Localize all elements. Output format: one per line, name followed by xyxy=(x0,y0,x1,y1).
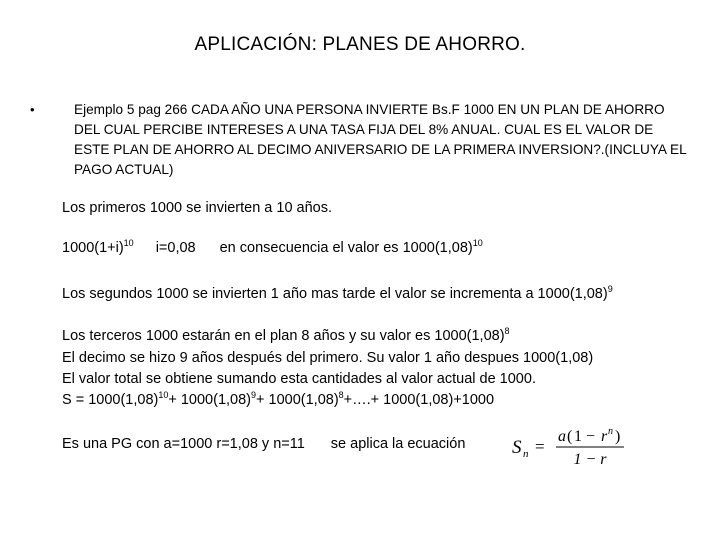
formula-num-a: a xyxy=(558,428,566,445)
slide-title: APLICACIÓN: PLANES DE AHORRO. xyxy=(194,34,526,55)
line-valor-total: El valor total se obtiene sumando esta cantidades al valor actual de 1000. xyxy=(62,371,536,387)
line-primeros: Los primeros 1000 se invierten a 10 años. xyxy=(62,200,333,216)
formula-num-one: 1 xyxy=(574,428,582,445)
rate-value: i=0,08 xyxy=(155,240,196,256)
line-formula-i xyxy=(62,238,483,258)
consequence-text: en consecuencia el valor es 1000(1,08) xyxy=(219,240,473,256)
formula-denominator: 1 − r xyxy=(573,451,607,468)
formula-lhs: S xyxy=(512,437,522,458)
exp-10b: 10 xyxy=(472,238,483,249)
terceros-text: Los terceros 1000 estarán en el plan 8 años y su valor es 1000(1,08) xyxy=(62,328,505,344)
formula-num-open: ( xyxy=(567,428,573,445)
sum-exp-1: 10 xyxy=(158,390,169,401)
line-segundos xyxy=(62,284,613,304)
sum-exp-2: 9 xyxy=(251,390,257,401)
pg-params: Es una PG con a=1000 r=1,08 y n=11 xyxy=(62,436,305,452)
problem-statement xyxy=(74,100,689,180)
example-reference: Ejemplo 5 pag 266 xyxy=(74,102,188,117)
apply-equation-text: se aplica la ecuación xyxy=(330,436,466,452)
segundos-text: Los segundos 1000 se invierten 1 año mas tarde el valor se incrementa a 1000(1,08) xyxy=(62,286,608,302)
line-terceros xyxy=(62,326,510,346)
line-sum xyxy=(62,390,494,410)
exp-9: 9 xyxy=(607,284,613,295)
expr-1000-1-plus-i: 1000(1+i) xyxy=(62,240,124,256)
sum-term-rest: +….+ 1000(1,08)+1000 xyxy=(343,392,495,408)
sum-term-2: + 1000(1,08) xyxy=(168,392,251,408)
sum-term-3: + 1000(1,08) xyxy=(256,392,339,408)
line-pg xyxy=(62,434,465,454)
bullet-symbol: • xyxy=(30,102,35,117)
sum-exp-3: 8 xyxy=(338,390,344,401)
sum-term-1: S = 1000(1,08) xyxy=(62,392,159,408)
exp-8: 8 xyxy=(504,326,510,337)
geometric-sum-formula xyxy=(508,424,668,468)
problem-text: CADA AÑO UNA PERSONA INVIERTE Bs.F 1000 EN UN PLAN DE AHORRO DEL CUAL PERCIBE INTERESES A UNA TASA FIJA DEL 8% ANUAL. CUAL ES EL VALOR DE ESTE PLAN DE AHORRO AL DECIMO ANIVERSARIO DE LA PRIMERA INVERSION?.(INCLUYA EL PAGO ACTUAL) xyxy=(74,102,687,177)
line-decimo: El decimo se hizo 9 años después del primero. Su valor 1 año despues 1000(1,08) xyxy=(62,350,594,366)
formula-lhs-sub: n xyxy=(523,448,529,460)
formula-num-n: n xyxy=(608,426,613,437)
exp-10: 10 xyxy=(123,238,134,249)
formula-equals: = xyxy=(535,437,545,456)
formula-num-close: ) xyxy=(615,428,621,445)
formula-num-r: r xyxy=(601,428,608,445)
formula-num-minus: − xyxy=(586,428,596,445)
